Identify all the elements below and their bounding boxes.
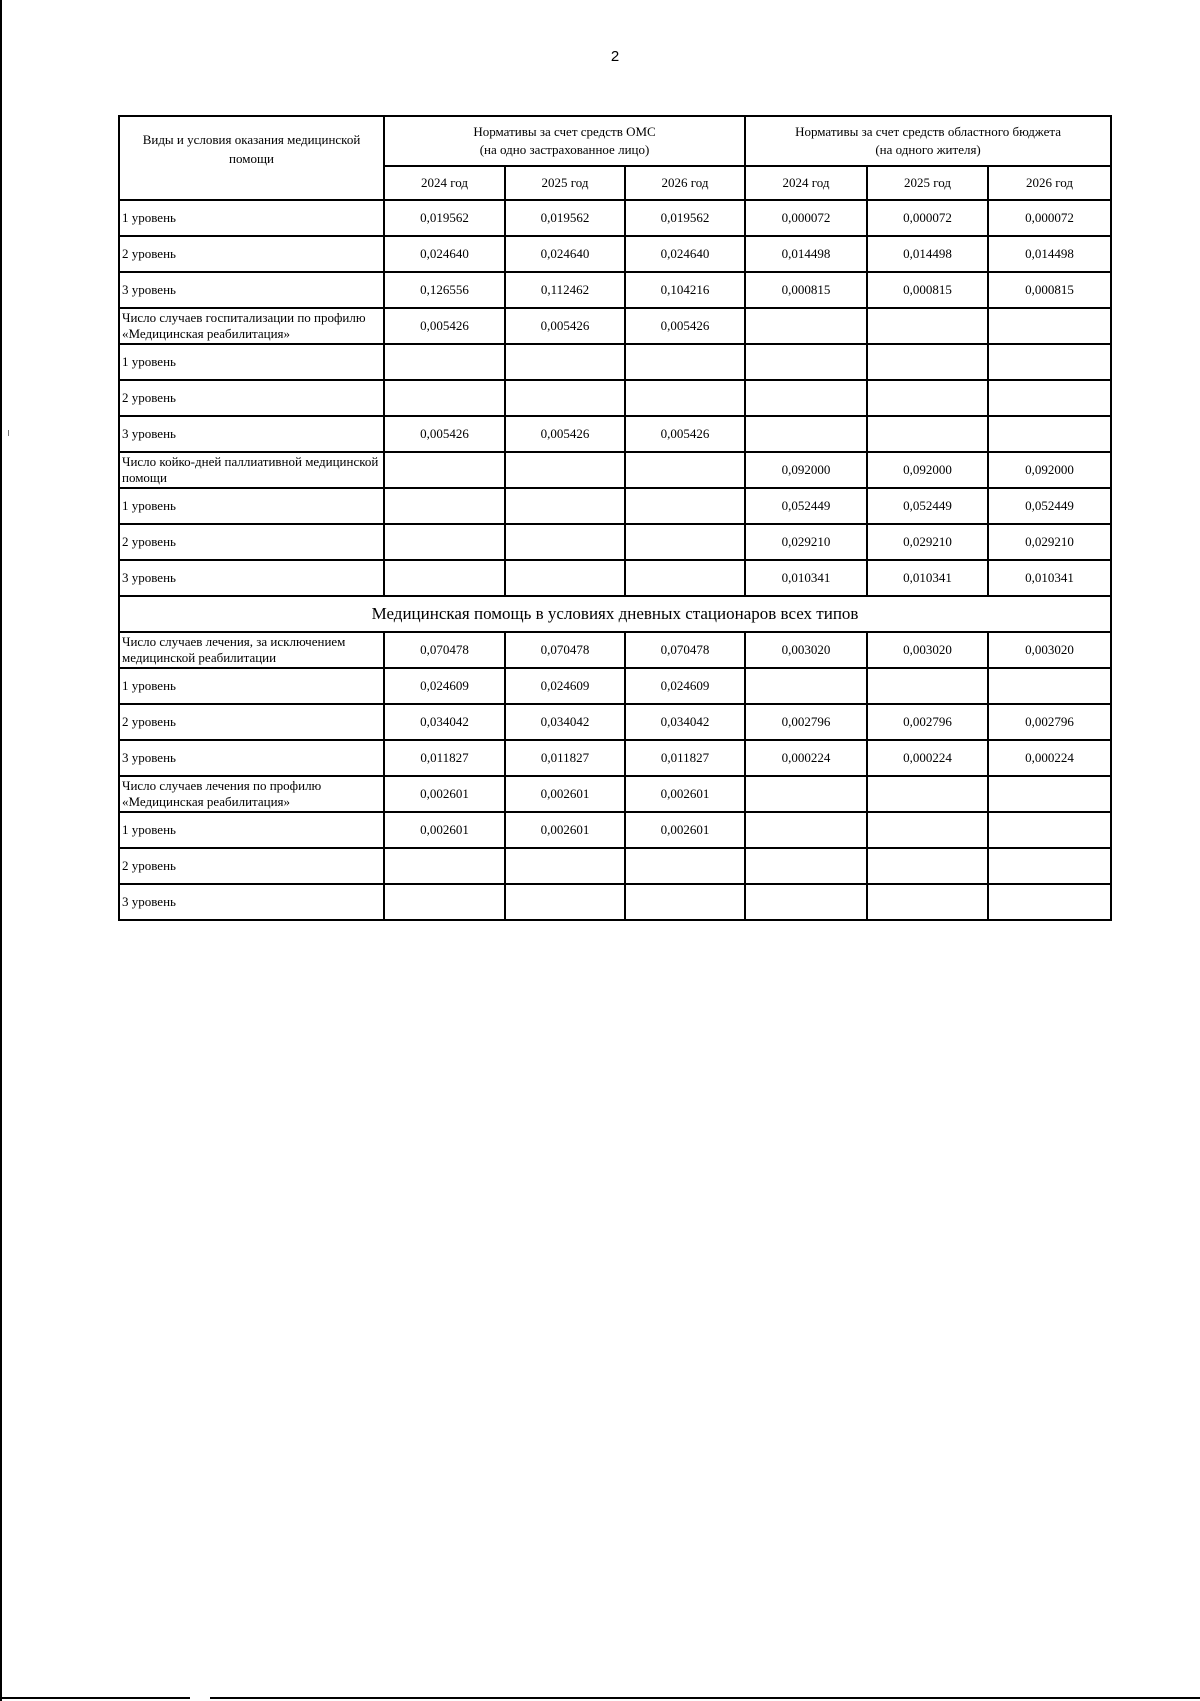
value-cell: 0,019562: [384, 200, 505, 236]
value-cell: 0,002796: [988, 704, 1111, 740]
oms-group-subtitle: (на одно застрахованное лицо): [479, 142, 650, 157]
value-cell: 0,010341: [988, 560, 1111, 596]
value-cell: [988, 308, 1111, 344]
value-cell: 0,019562: [625, 200, 745, 236]
row-label: 1 уровень: [119, 344, 384, 380]
row-label: 2 уровень: [119, 704, 384, 740]
value-cell: [867, 776, 988, 812]
table-body-day-hospital: [119, 632, 1111, 920]
value-cell: [384, 884, 505, 920]
oms-group-title: Нормативы за счет средств ОМС: [473, 124, 656, 139]
value-cell: 0,070478: [505, 632, 625, 668]
header-year-budget-2025: 2025 год: [867, 166, 988, 200]
table-row: [119, 380, 1111, 416]
value-cell: [505, 524, 625, 560]
scan-bottom-edge: [0, 1697, 190, 1699]
value-cell: [384, 488, 505, 524]
table-row: [119, 884, 1111, 920]
value-cell: 0,011827: [625, 740, 745, 776]
value-cell: 0,010341: [867, 560, 988, 596]
value-cell: [384, 560, 505, 596]
value-cell: [988, 416, 1111, 452]
row-label: 1 уровень: [119, 488, 384, 524]
value-cell: [625, 488, 745, 524]
value-cell: 0,003020: [745, 632, 867, 668]
value-cell: [745, 848, 867, 884]
value-cell: 0,003020: [988, 632, 1111, 668]
table-row: [119, 200, 1111, 236]
value-cell: [745, 668, 867, 704]
row-label: Число случаев лечения по профилю «Медицинская реабилитация»: [119, 776, 384, 812]
value-cell: [867, 884, 988, 920]
scan-bottom-edge: [210, 1697, 1200, 1699]
value-cell: 0,002601: [505, 776, 625, 812]
table-row: [119, 452, 1111, 488]
table-row: [119, 812, 1111, 848]
header-row-label: Виды и условия оказания медицинской помощи: [119, 116, 384, 200]
value-cell: 0,104216: [625, 272, 745, 308]
table-row: [119, 416, 1111, 452]
value-cell: [625, 884, 745, 920]
table-section: [119, 596, 1111, 632]
value-cell: [867, 812, 988, 848]
value-cell: 0,126556: [384, 272, 505, 308]
value-cell: [505, 380, 625, 416]
value-cell: 0,034042: [505, 704, 625, 740]
value-cell: 0,024609: [505, 668, 625, 704]
value-cell: 0,000815: [988, 272, 1111, 308]
table-row: [119, 848, 1111, 884]
table-body: [119, 200, 1111, 596]
value-cell: [505, 488, 625, 524]
value-cell: 0,014498: [988, 236, 1111, 272]
value-cell: 0,024640: [384, 236, 505, 272]
table-row: [119, 272, 1111, 308]
row-label: 1 уровень: [119, 200, 384, 236]
value-cell: 0,000224: [867, 740, 988, 776]
header-year-budget-2026: 2026 год: [988, 166, 1111, 200]
value-cell: 0,002601: [505, 812, 625, 848]
value-cell: [745, 884, 867, 920]
table-row: [119, 668, 1111, 704]
table-row: [119, 308, 1111, 344]
value-cell: [625, 560, 745, 596]
table-row: [119, 776, 1111, 812]
value-cell: 0,052449: [745, 488, 867, 524]
value-cell: [867, 416, 988, 452]
value-cell: [988, 344, 1111, 380]
value-cell: 0,005426: [505, 416, 625, 452]
row-label: 3 уровень: [119, 560, 384, 596]
value-cell: 0,014498: [867, 236, 988, 272]
value-cell: 0,000815: [745, 272, 867, 308]
row-label: 3 уровень: [119, 884, 384, 920]
value-cell: 0,011827: [384, 740, 505, 776]
budget-group-subtitle: (на одного жителя): [875, 142, 981, 157]
value-cell: 0,005426: [384, 308, 505, 344]
value-cell: 0,029210: [867, 524, 988, 560]
section-title: Медицинская помощь в условиях дневных стационаров всех типов: [119, 596, 1111, 632]
table-row: [119, 632, 1111, 668]
header-budget-group: [745, 116, 1111, 166]
value-cell: [988, 884, 1111, 920]
value-cell: [988, 668, 1111, 704]
value-cell: 0,000072: [745, 200, 867, 236]
value-cell: [384, 848, 505, 884]
value-cell: [867, 848, 988, 884]
table-row: [119, 740, 1111, 776]
value-cell: [505, 560, 625, 596]
value-cell: 0,011827: [505, 740, 625, 776]
norms-table: [118, 115, 1112, 921]
row-label: 1 уровень: [119, 668, 384, 704]
value-cell: [625, 524, 745, 560]
value-cell: [867, 308, 988, 344]
value-cell: 0,002601: [625, 812, 745, 848]
row-label: 3 уровень: [119, 740, 384, 776]
value-cell: 0,092000: [988, 452, 1111, 488]
value-cell: 0,024609: [384, 668, 505, 704]
page-number: 2: [610, 48, 620, 65]
value-cell: 0,014498: [745, 236, 867, 272]
value-cell: 0,005426: [384, 416, 505, 452]
value-cell: 0,112462: [505, 272, 625, 308]
value-cell: [745, 344, 867, 380]
row-label: 2 уровень: [119, 236, 384, 272]
table-header: [119, 116, 1111, 200]
table-row: [119, 560, 1111, 596]
value-cell: 0,005426: [625, 308, 745, 344]
header-year-oms-2026: 2026 год: [625, 166, 745, 200]
table-row: [119, 236, 1111, 272]
value-cell: [505, 452, 625, 488]
value-cell: 0,000224: [988, 740, 1111, 776]
value-cell: 0,010341: [745, 560, 867, 596]
value-cell: [505, 344, 625, 380]
header-year-oms-2025: 2025 год: [505, 166, 625, 200]
value-cell: [384, 452, 505, 488]
value-cell: [505, 884, 625, 920]
value-cell: [745, 380, 867, 416]
value-cell: [625, 452, 745, 488]
table-row: [119, 524, 1111, 560]
value-cell: 0,003020: [867, 632, 988, 668]
value-cell: 0,000224: [745, 740, 867, 776]
scan-left-edge: [0, 0, 2, 1701]
value-cell: [745, 308, 867, 344]
value-cell: 0,070478: [384, 632, 505, 668]
header-oms-group: [384, 116, 745, 166]
row-label: 3 уровень: [119, 272, 384, 308]
value-cell: [384, 380, 505, 416]
row-label: 2 уровень: [119, 524, 384, 560]
value-cell: [988, 812, 1111, 848]
row-label: 3 уровень: [119, 416, 384, 452]
value-cell: 0,052449: [988, 488, 1111, 524]
value-cell: 0,070478: [625, 632, 745, 668]
row-label: 2 уровень: [119, 848, 384, 884]
value-cell: 0,002601: [625, 776, 745, 812]
value-cell: 0,092000: [745, 452, 867, 488]
value-cell: [988, 380, 1111, 416]
row-label: 1 уровень: [119, 812, 384, 848]
table-row: [119, 344, 1111, 380]
value-cell: [384, 344, 505, 380]
value-cell: [384, 524, 505, 560]
value-cell: 0,024640: [625, 236, 745, 272]
value-cell: 0,029210: [988, 524, 1111, 560]
value-cell: 0,052449: [867, 488, 988, 524]
value-cell: 0,024640: [505, 236, 625, 272]
value-cell: [745, 416, 867, 452]
table-row: [119, 704, 1111, 740]
value-cell: 0,034042: [625, 704, 745, 740]
value-cell: [625, 380, 745, 416]
value-cell: [625, 344, 745, 380]
value-cell: 0,092000: [867, 452, 988, 488]
row-label: 2 уровень: [119, 380, 384, 416]
value-cell: 0,002601: [384, 776, 505, 812]
value-cell: 0,000072: [867, 200, 988, 236]
table-row: [119, 488, 1111, 524]
row-label: Число случаев лечения, за исключением медицинской реабилитации: [119, 632, 384, 668]
value-cell: 0,002796: [867, 704, 988, 740]
value-cell: 0,005426: [625, 416, 745, 452]
value-cell: 0,034042: [384, 704, 505, 740]
value-cell: [988, 776, 1111, 812]
value-cell: 0,005426: [505, 308, 625, 344]
value-cell: [745, 776, 867, 812]
budget-group-title: Нормативы за счет средств областного бюджета: [795, 124, 1061, 139]
value-cell: 0,000072: [988, 200, 1111, 236]
value-cell: 0,002601: [384, 812, 505, 848]
value-cell: 0,029210: [745, 524, 867, 560]
value-cell: [625, 848, 745, 884]
value-cell: 0,000815: [867, 272, 988, 308]
value-cell: [867, 668, 988, 704]
value-cell: [505, 848, 625, 884]
value-cell: 0,019562: [505, 200, 625, 236]
scan-artifact: [8, 430, 9, 436]
value-cell: [988, 848, 1111, 884]
value-cell: 0,024609: [625, 668, 745, 704]
header-year-budget-2024: 2024 год: [745, 166, 867, 200]
header-year-oms-2024: 2024 год: [384, 166, 505, 200]
row-label: Число койко-дней паллиативной медицинской помощи: [119, 452, 384, 488]
value-cell: 0,002796: [745, 704, 867, 740]
value-cell: [867, 344, 988, 380]
value-cell: [867, 380, 988, 416]
value-cell: [745, 812, 867, 848]
row-label: Число случаев госпитализации по профилю «Медицинская реабилитация»: [119, 308, 384, 344]
